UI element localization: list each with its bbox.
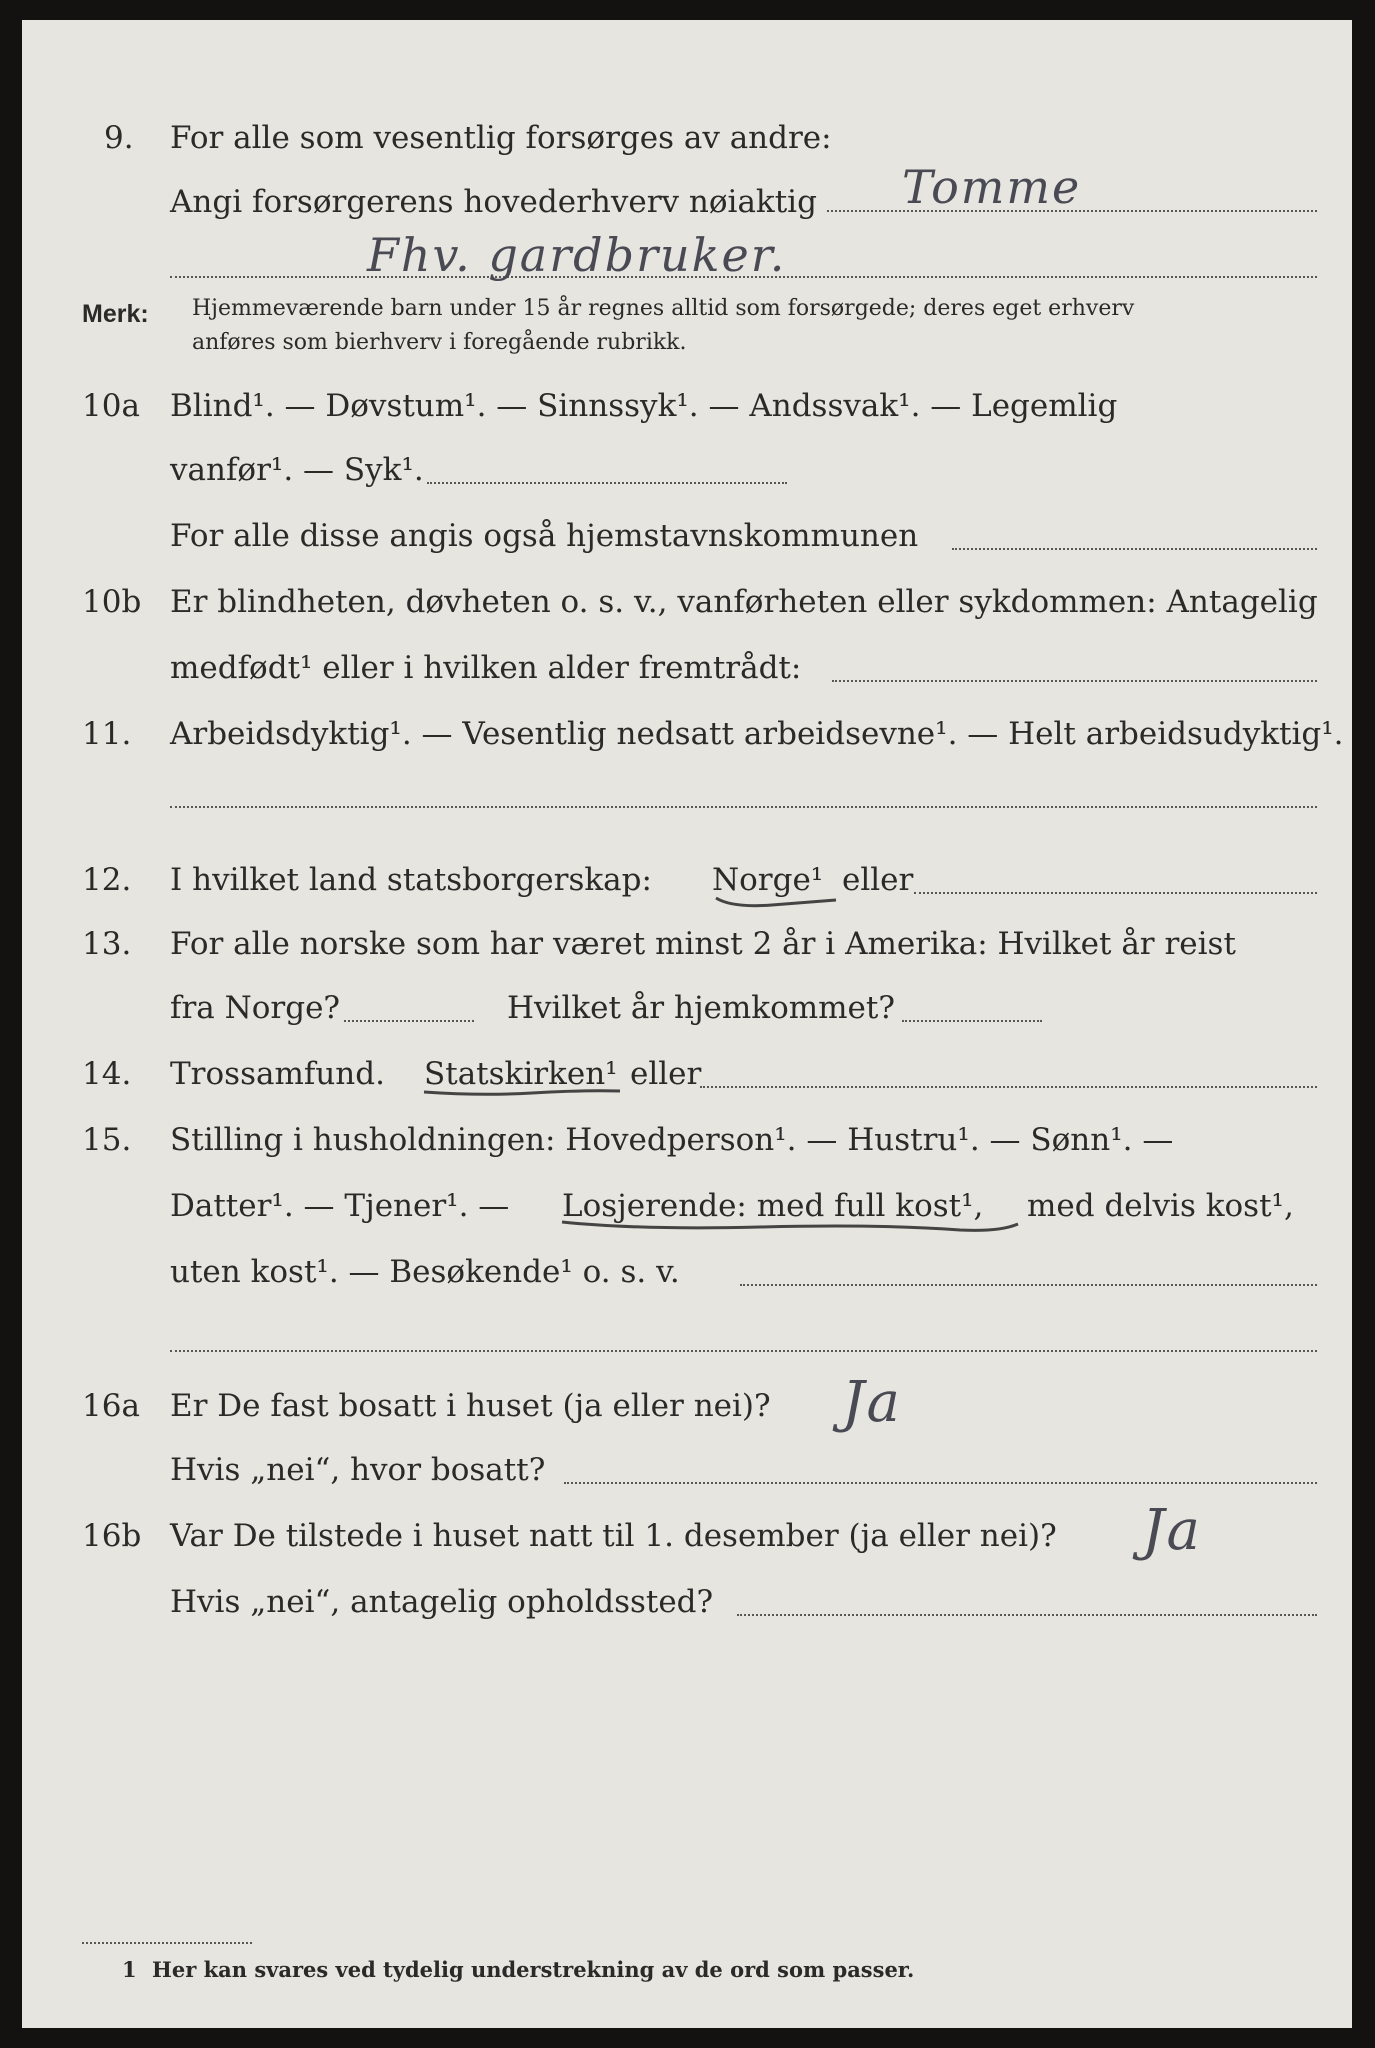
q14-option-statskirken: Statskirken¹ bbox=[424, 1056, 618, 1092]
q9-number: 9. bbox=[104, 120, 134, 156]
q12-number: 12. bbox=[82, 862, 132, 898]
q11-answer-line bbox=[170, 806, 1317, 808]
census-form-page bbox=[22, 20, 1352, 2028]
q15-number: 15. bbox=[82, 1122, 132, 1158]
q14-underline-mark bbox=[422, 1086, 622, 1100]
q12-option-norge: Norge¹ bbox=[712, 862, 824, 898]
q10a-number: 10a bbox=[82, 388, 140, 424]
q16b-line1: Var De tilstede i huset natt til 1. desember (ja eller nei)? bbox=[170, 1518, 1057, 1554]
q11-line1: Arbeidsdyktig¹. — Vesentlig nedsatt arbeidsevne¹. — Helt arbeidsudyktig¹. bbox=[170, 716, 1344, 752]
q13-number: 13. bbox=[82, 926, 132, 962]
q15-answer-line bbox=[740, 1284, 1317, 1286]
q10a-answer-line bbox=[427, 482, 787, 484]
q13-hjemkommet-line bbox=[902, 1020, 1042, 1022]
q15-answer-line2 bbox=[170, 1350, 1317, 1352]
q15-underline-mark bbox=[560, 1218, 1020, 1238]
q12-prefix: I hvilket land statsborgerskap: bbox=[170, 862, 652, 898]
q15-line1: Stilling i husholdningen: Hovedperson¹. — Hustru¹. — Sønn¹. — bbox=[170, 1122, 1174, 1158]
merk-label: Merk: bbox=[82, 300, 149, 328]
q14-suffix: eller bbox=[630, 1056, 702, 1092]
q9-handwritten-answer2: Fhv. gardbruker. bbox=[367, 228, 787, 282]
q14-number: 14. bbox=[82, 1056, 132, 1092]
q10b-line1: Er blindheten, døvheten o. s. v., vanførheten eller sykdommen: Antagelig bbox=[170, 584, 1318, 620]
q10b-number: 10b bbox=[82, 584, 142, 620]
q15-line3: uten kost¹. — Besøkende¹ o. s. v. bbox=[170, 1254, 680, 1290]
q13-line1: For alle norske som har været minst 2 år i Amerika: Hvilket år reist bbox=[170, 926, 1236, 962]
q16a-answer-line bbox=[564, 1482, 1317, 1484]
q15-line2c: med delvis kost¹, bbox=[1027, 1188, 1294, 1224]
q12-suffix: eller bbox=[842, 862, 914, 898]
q15-line2a: Datter¹. — Tjener¹. — bbox=[170, 1188, 510, 1224]
q10a-line2: vanfør¹. — Syk¹. bbox=[170, 452, 424, 488]
footnote-rule bbox=[82, 1942, 252, 1944]
q16a-number: 16a bbox=[82, 1388, 140, 1424]
q16b-handwritten-answer: Ja bbox=[1142, 1498, 1202, 1563]
q9-line2: Angi forsørgerens hovederhverv nøiaktig bbox=[170, 184, 817, 220]
q16a-line2: Hvis „nei“, hvor bosatt? bbox=[170, 1452, 546, 1488]
q10a-kommune-line bbox=[952, 548, 1317, 550]
merk-line1: Hjemmeværende barn under 15 år regnes alltid som forsørgede; deres eget erhverv bbox=[192, 296, 1135, 321]
q11-number: 11. bbox=[82, 716, 132, 752]
q13-line2b: Hvilket år hjemkommet? bbox=[507, 990, 895, 1026]
q13-reist-line bbox=[344, 1020, 474, 1022]
q10a-line1: Blind¹. — Døvstum¹. — Sinnssyk¹. — Andssvak¹. — Legemlig bbox=[170, 388, 1118, 424]
q16b-line2: Hvis „nei“, antagelig opholdssted? bbox=[170, 1584, 714, 1620]
q14-prefix: Trossamfund. bbox=[170, 1056, 385, 1092]
q14-answer-line bbox=[700, 1086, 1317, 1088]
q10b-answer-line bbox=[832, 680, 1317, 682]
q10a-line3: For alle disse angis også hjemstavnskommunen bbox=[170, 518, 919, 554]
q12-underline-mark bbox=[712, 892, 842, 912]
q9-handwritten-answer1: Tomme bbox=[902, 160, 1082, 214]
q16a-handwritten-answer: Ja bbox=[842, 1370, 902, 1435]
q16a-line1: Er De fast bosatt i huset (ja eller nei)? bbox=[170, 1388, 771, 1424]
q16b-number: 16b bbox=[82, 1518, 142, 1554]
q15-option-losjerende: Losjerende: med full kost¹, bbox=[562, 1188, 984, 1224]
q13-line2a: fra Norge? bbox=[170, 990, 341, 1026]
merk-line2: anføres som bierhverv i foregående rubrikk. bbox=[192, 330, 687, 355]
footnote-text: Her kan svares ved tydelig understrekning av de ord som passer. bbox=[152, 1957, 915, 1982]
footnote-mark: 1 bbox=[122, 1957, 137, 1982]
q16b-answer-line bbox=[737, 1614, 1317, 1616]
q10b-line2: medfødt¹ eller i hvilken alder fremtrådt: bbox=[170, 650, 802, 686]
q12-answer-line bbox=[914, 892, 1317, 894]
q9-line1: For alle som vesentlig forsørges av andre: bbox=[170, 120, 832, 156]
